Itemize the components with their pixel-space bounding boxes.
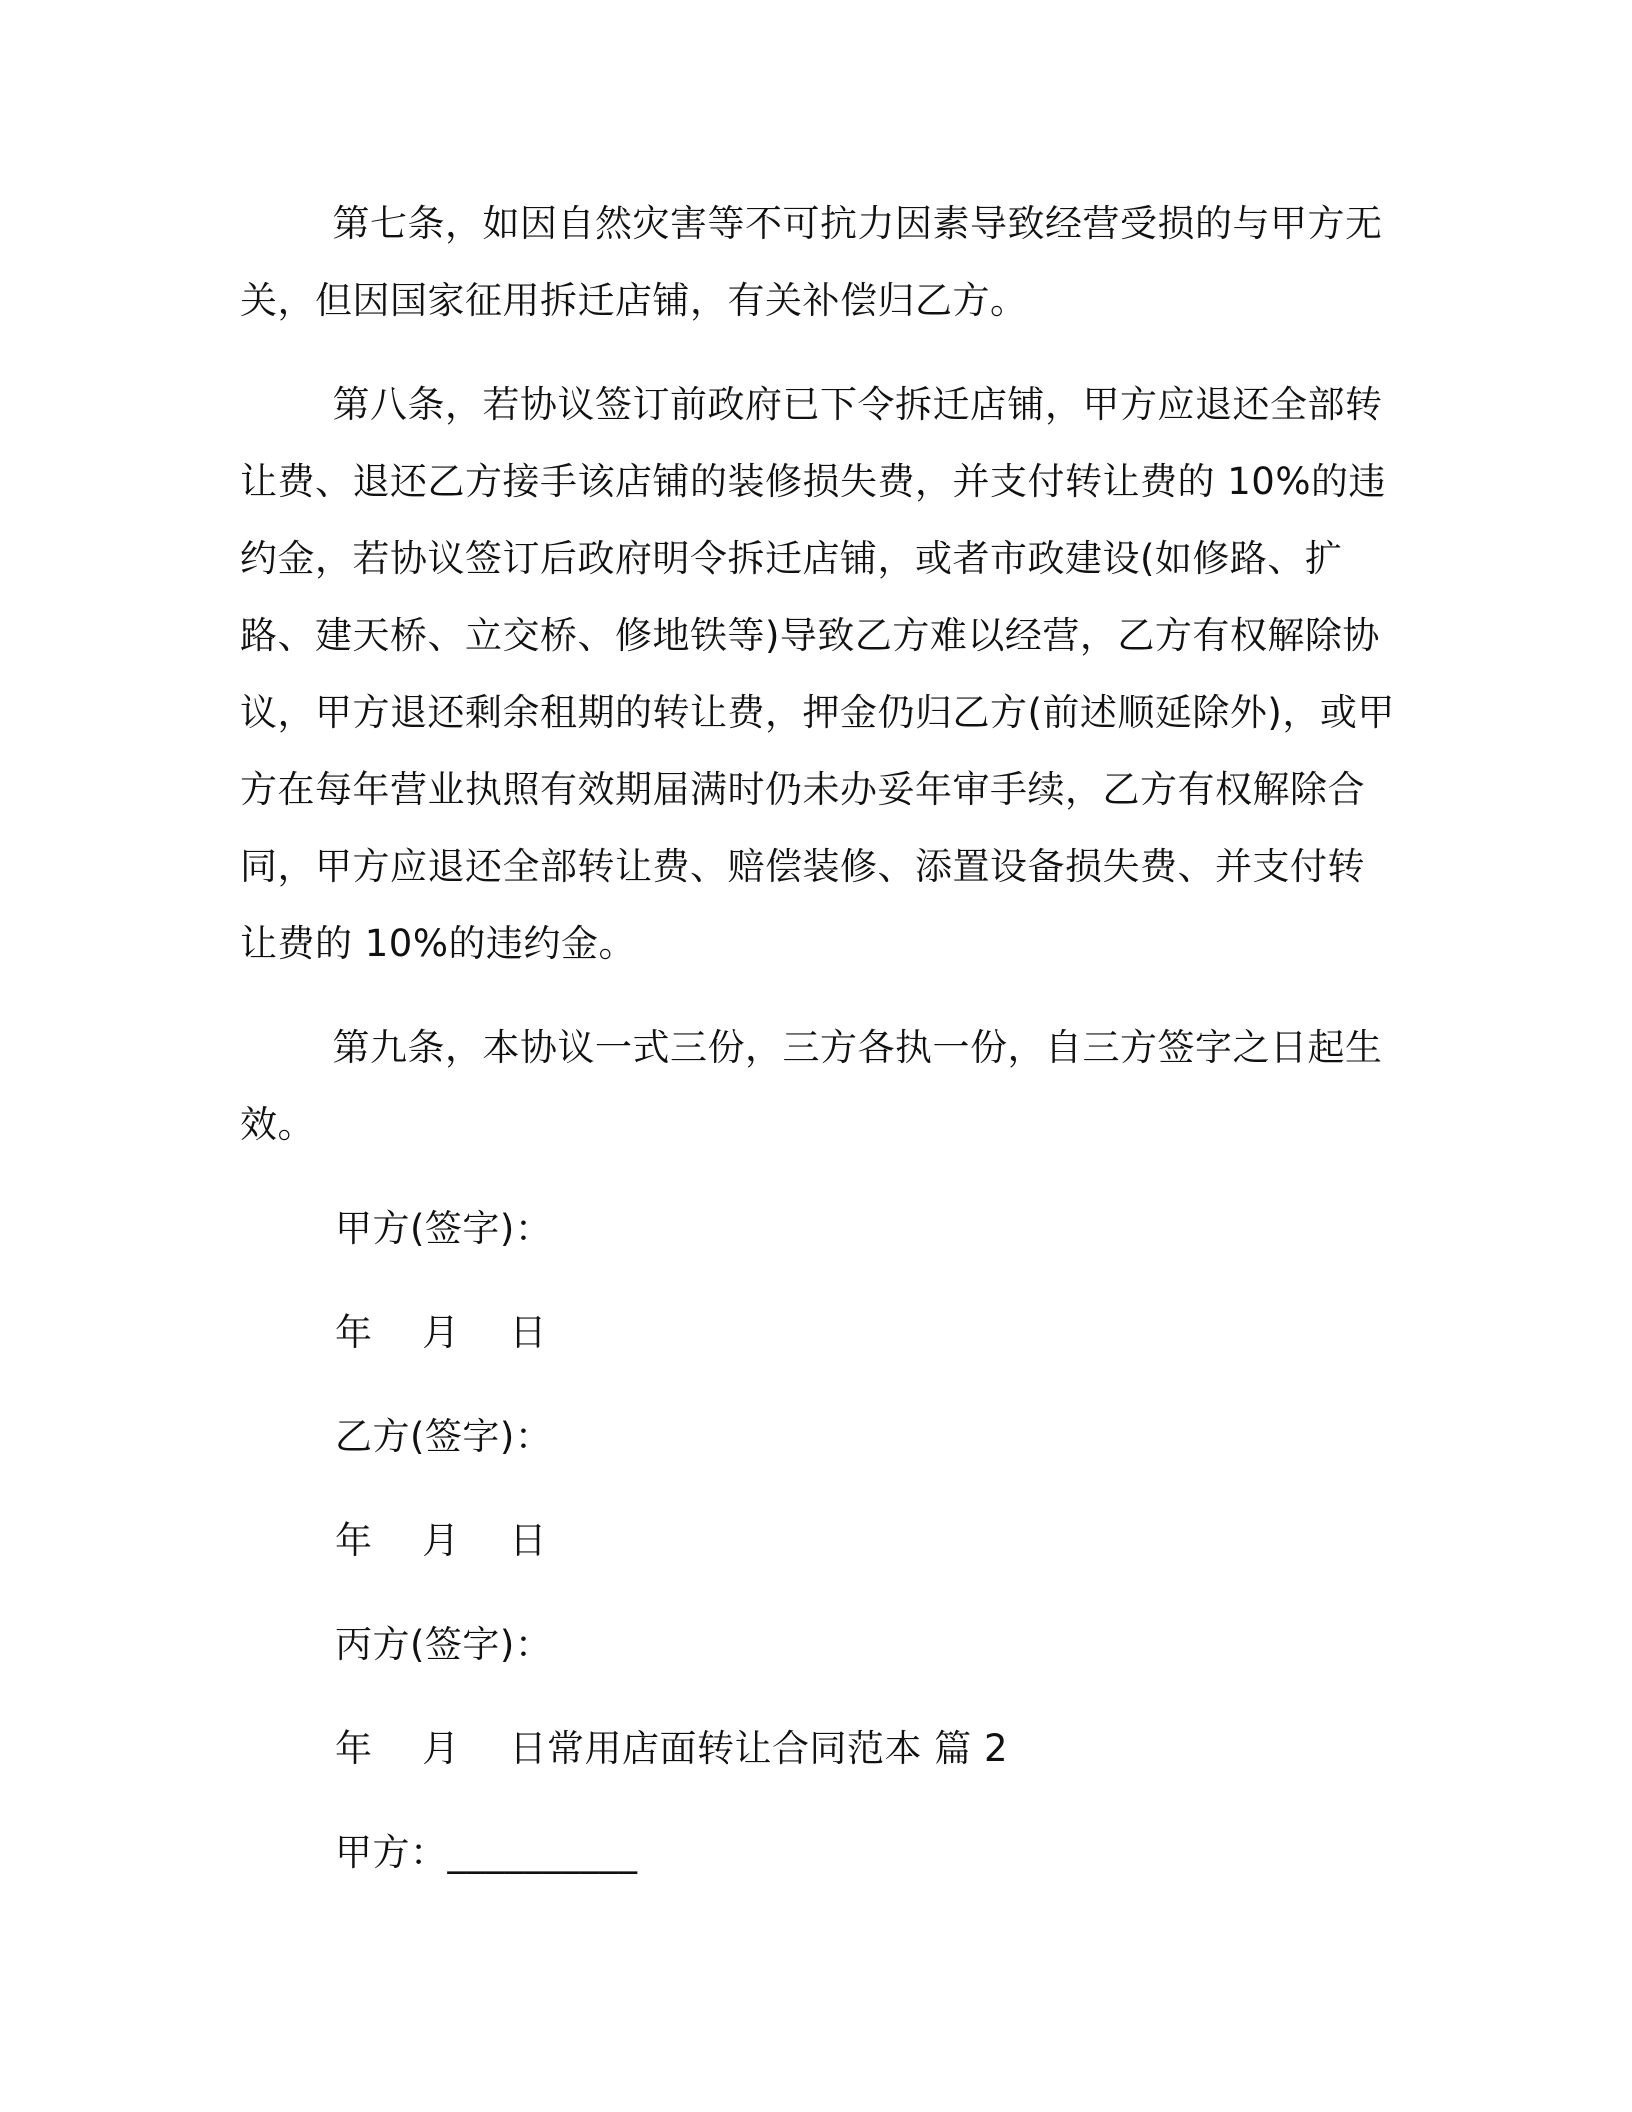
party-a-signature-label: 甲方(签字)： (335, 1207, 553, 1250)
party-a-date: 年 月 日 (335, 1311, 548, 1354)
document-body (240, 185, 1400, 1891)
article-7: 第七条，如因自然灾害等不可抗力因素导致经营受损的与甲方无关，但因国家征用拆迁店铺，有关补偿归乙方。 (240, 202, 1383, 322)
signature-block (240, 1190, 1400, 1891)
party-a-blank-field: 甲方：__________ (335, 1831, 638, 1874)
party-b-date: 年 月 日 (335, 1519, 548, 1562)
party-c-date-and-next-title: 年 月 日常用店面转让合同范本 篇 2 (335, 1727, 1009, 1770)
article-8: 第八条，若协议签订前政府已下令拆迁店铺，甲方应退还全部转让费、退还乙方接手该店铺的装修损失费，并支付转让费的 10%的违约金，若协议签订后政府明令拆迁店铺，或者市政建设(如修路、扩路、建天桥、立交桥、修地铁等)导致乙方难以经营，乙方有权解除协议，甲方退还剩余租期的转让费，押金仍归乙方(前述顺延除外)，或甲方在每年营业执照有效期届满时仍未办妥年审手续，乙方有权解除合同，甲方应退还全部转让费、赔偿装修、添置设备损失费、并支付转让费的 10%的违约金。 (240, 383, 1395, 965)
party-c-signature-label: 丙方(签字)： (335, 1623, 553, 1666)
party-b-signature-label: 乙方(签字)： (335, 1415, 553, 1458)
article-9: 第九条，本协议一式三份，三方各执一份，自三方签字之日起生效。 (240, 1026, 1383, 1146)
